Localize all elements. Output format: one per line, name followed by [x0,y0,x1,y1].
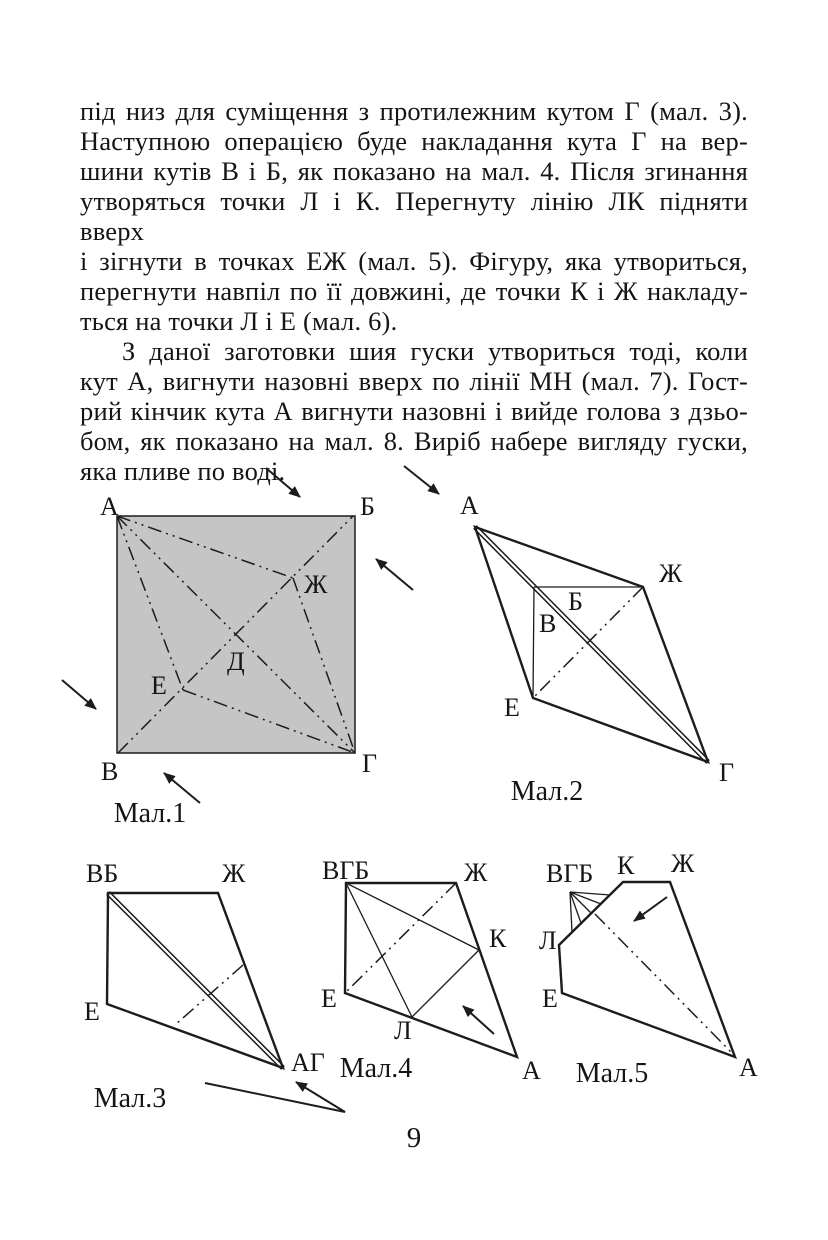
point-label-vgb: ВГБ [322,856,370,885]
point-label-b: Б [568,587,583,616]
text-line: З даної заготовки шия гуски утвориться тоді, коли [122,336,748,366]
diagrams-canvas [0,440,828,1160]
text-line: бом, як показано на мал. 8. Виріб набере вигляду гуски, [80,426,748,456]
point-label-zh: Ж [222,859,246,888]
point-label-b: Б [360,492,375,521]
fold-direction-arrow [205,1082,345,1112]
text-line: утворяться точки Л і К. Перегнуту лінію ЛК підняти вверх [80,186,748,246]
point-label-v: В [539,609,557,638]
center-crease-double-line [109,892,284,1067]
point-label-zh: Ж [304,570,328,599]
figure-2-kite-first-folds [460,491,734,807]
point-label-vgb: ВГБ [546,859,594,888]
point-label-v: В [101,757,119,786]
fold-direction-arrow [266,468,300,497]
point-label-d: Д [227,647,245,676]
figure-caption: Мал.4 [339,1053,413,1084]
text-line: під низ для суміщення з протилежним кутом Г (мал. 3). [80,96,748,126]
point-label-a: А [522,1056,541,1085]
point-label-g: Г [362,749,378,778]
figure-caption: Мал.3 [93,1083,167,1114]
point-label-e: Е [321,984,337,1013]
fold-line-zh-e [345,883,456,993]
fold-direction-arrow [463,1006,494,1034]
figure-caption: Мал.1 [113,798,187,829]
fold-direction-arrow [634,897,667,921]
figure-5-raised-flap [539,849,758,1089]
figure-caption: Мал.2 [510,776,584,807]
fold-direction-arrow [404,466,439,494]
folded-edge-e [533,587,534,698]
point-label-l: Л [539,926,557,955]
point-label-vb: ВБ [86,859,119,888]
center-crease-double-line [107,894,282,1069]
text-line: яка пливе по воді. [80,456,286,486]
point-label-ag: АГ [291,1048,325,1077]
figure-1-square-blank [62,466,439,829]
page-number: 9 [406,1122,422,1154]
point-label-e: Е [84,997,100,1026]
point-label-a: А [460,491,479,520]
text-line: рий кінчик кута А вигнути назовні і вийде голова з дзьо- [80,396,748,426]
text-line: Наступною операцією буде накладання кута Г на вер- [80,126,748,156]
point-label-e: Е [151,671,167,700]
paragraph-1 [80,96,748,336]
point-label-zh: Ж [659,559,683,588]
point-label-k: К [489,924,507,953]
point-label-a: А [100,492,119,521]
point-label-e: Е [504,693,520,722]
text-line: ться на точки Л і Е (мал. 6). [80,306,398,336]
point-label-a: А [739,1053,758,1082]
point-label-e: Е [542,984,558,1013]
paper-outline [107,893,283,1068]
crease-k-l [412,950,479,1017]
figure-3-folded-kite [84,859,345,1114]
text-line: перегнути навпіл по її довжині, де точки К і Ж накладу- [80,276,748,306]
text-line: і зігнути в точках ЕЖ (мал. 5). Фігуру, яка утвориться, [80,246,748,276]
body-text [80,96,748,486]
fold-direction-arrow [376,559,413,590]
figure-4-fold-to-points-l-k [321,856,541,1085]
text-line: кут А, вигнути назовні вверх по лінії МН (мал. 7). Гост- [80,366,748,396]
fold-direction-arrow [62,680,96,709]
text-line: шини кутів В і Б, як показано на мал. 4. Після згинання [80,156,748,186]
figure-caption: Мал.5 [575,1058,649,1089]
point-label-l: Л [394,1016,412,1045]
point-label-zh: Ж [464,858,488,887]
point-label-g: Г [719,758,735,787]
point-label-zh: Ж [671,849,695,878]
point-label-k: К [617,851,635,880]
